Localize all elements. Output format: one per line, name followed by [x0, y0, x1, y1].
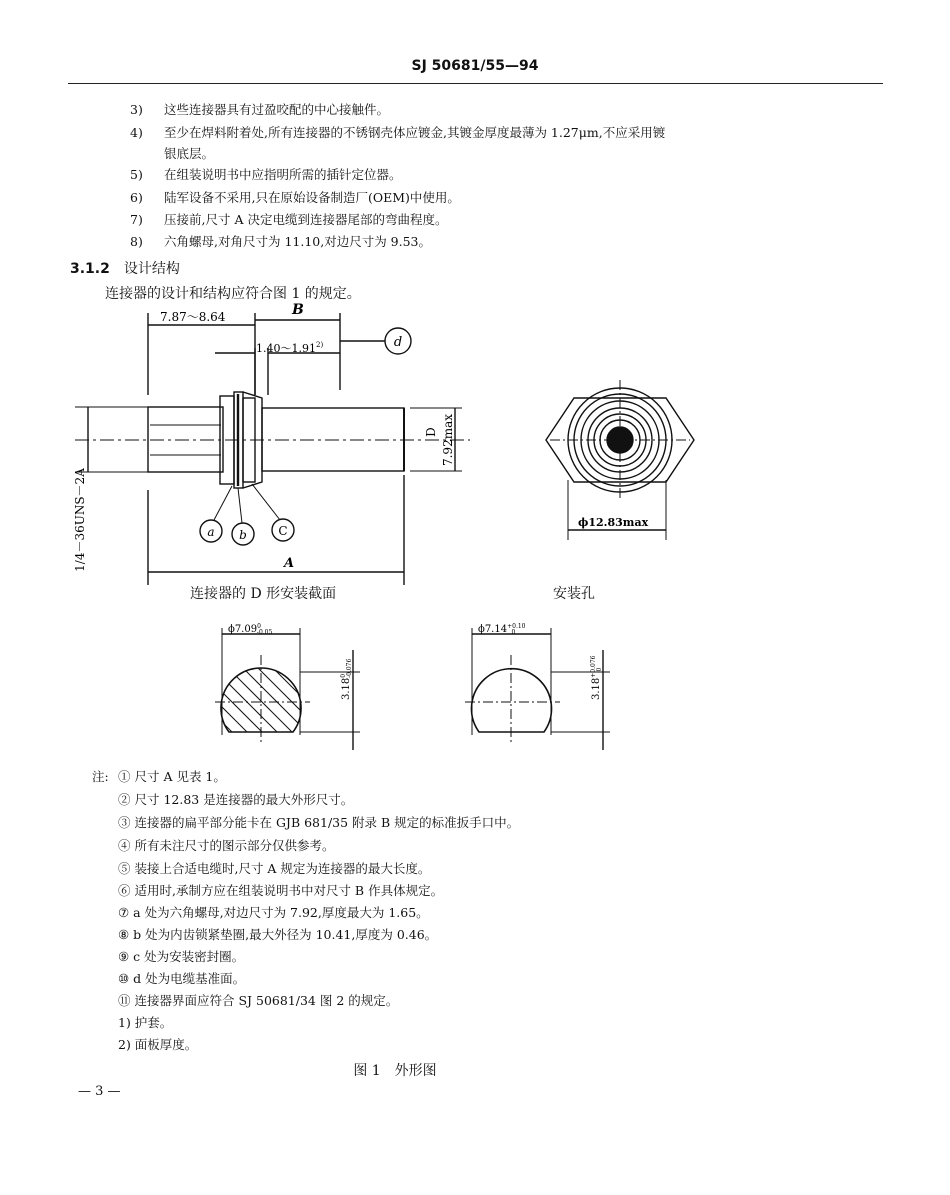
callout-b-label: b: [239, 528, 247, 542]
list-item: 7) 压接前,尺寸 A 决定电缆到连接器尾部的弯曲程度。: [130, 212, 448, 227]
d-shape-flat-label: 3.18$^0$-0.076: [340, 658, 353, 700]
dim-d-value: 7.92max: [441, 413, 455, 467]
note-item: ⑤ 装接上合适电缆时,尺寸 A 规定为连接器的最大长度。: [118, 861, 431, 876]
note-item: ⑧ b 处为内齿锁紧垫圈,最大外径为 10.41,厚度为 0.46。: [118, 927, 438, 942]
note-item: ⑥ 适用时,承制方应在组装说明书中对尺寸 B 作具体规定。: [118, 883, 444, 898]
page-number: — 3 —: [78, 1084, 121, 1099]
note-item: ⑪ 连接器界面应符合 SJ 50681/34 图 2 的规定。: [118, 993, 399, 1008]
leader-c: [252, 484, 280, 520]
list-item: 5) 在组装说明书中应指明所需的插针定位器。: [130, 167, 402, 182]
callout-a-label: a: [207, 525, 215, 539]
leader-b: [238, 488, 242, 523]
list-item: 4) 至少在焊料附着处,所有连接器的不锈钢壳体应镀金,其镀金厚度最薄为 1.27μm,不应采用镀: [130, 125, 666, 140]
note-item: ⑦ a 处为六角螺母,对边尺寸为 7.92,厚度最大为 1.65。: [118, 905, 429, 920]
section-hatching: [160, 660, 355, 750]
figure-caption: 图 1 外形图: [353, 1063, 437, 1079]
dim-hex-max-label: ϕ12.83max: [578, 516, 649, 529]
list-item: 8) 六角螺母,对角尺寸为 11.10,对边尺寸为 9.53。: [130, 234, 432, 249]
list-item: 3) 这些连接器具有过盈咬配的中心接触件。: [130, 102, 390, 117]
callout-d-label: d: [393, 335, 403, 350]
note-item: ② 尺寸 12.83 是连接器的最大外形尺寸。: [118, 792, 354, 807]
d-shape-dia-label: ϕ7.09$^0$ -0.05: [228, 623, 273, 636]
document-number-header: SJ 50681/55—94: [411, 58, 539, 74]
note-item: 2) 面板厚度。: [118, 1037, 198, 1052]
note-item: ③ 连接器的扁平部分能卡在 GJB 681/35 附录 B 规定的标准扳手口中。: [118, 815, 520, 830]
note-item: ⑨ c 处为安装密封圈。: [118, 949, 245, 964]
header-rule: [68, 83, 883, 84]
outline-drawing: [0, 295, 950, 765]
intro-paragraph: 连接器的设计和结构应符合图 1 的规定。: [105, 286, 361, 302]
hole-flat-label: $3.18^{+0.076}0$: [590, 655, 603, 700]
dim-panel-label: 1.40～1.91$^{2)}$: [256, 341, 324, 355]
dim-a-label: A: [284, 556, 295, 571]
note-item: ⑩ d 处为电缆基准面。: [118, 971, 246, 986]
caption-mounting-hole: 安装孔: [553, 586, 595, 602]
dim-d-label: D: [424, 427, 438, 437]
note-item: ① 尺寸 A 见表 1。: [118, 769, 226, 784]
thread-label: 1/4－36UNS－2A: [73, 468, 87, 572]
caption-d-section: 连接器的 D 形安装截面: [190, 586, 337, 602]
list-item: 6) 陆军设备不采用,只在原始设备制造厂(OEM)中使用。: [130, 190, 460, 205]
hole-dia-label: $\phi 7.14^{+0.10}$ 0: [478, 623, 526, 636]
dim-range-label: 7.87～8.64: [160, 310, 226, 324]
dim-b-label: B: [292, 302, 304, 318]
note-item: 1) 护套。: [118, 1015, 173, 1030]
mounting-hole-shape: [472, 669, 552, 732]
section-heading: 3.1.2 设计结构: [70, 261, 180, 277]
note-item: ④ 所有未注尺寸的图示部分仅供参考。: [118, 838, 335, 853]
notes-prefix: 注:: [92, 769, 109, 784]
list-item: 银底层。: [164, 146, 215, 161]
leader-a: [214, 486, 232, 520]
callout-c-label: C: [278, 524, 288, 538]
